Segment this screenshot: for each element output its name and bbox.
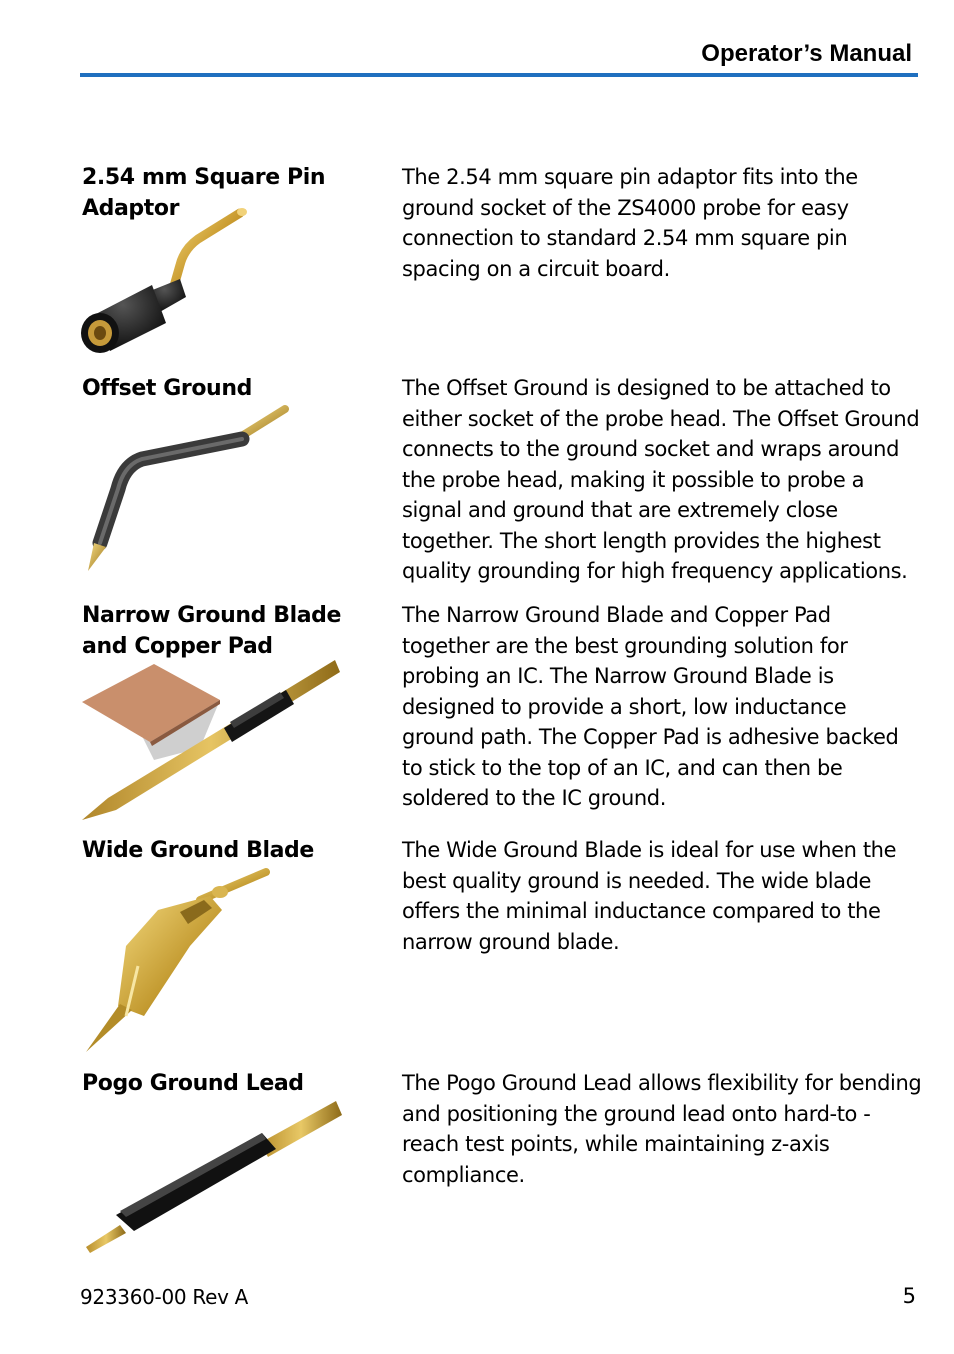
section-description: The Offset Ground is designed to be attached to either socket of the probe head. The Offset Ground connects to the ground socket and wraps around the probe head, making it possible to probe a signal and ground that are extremely close together. The short length provides the highest quality grounding for high frequency applications. <box>402 376 920 583</box>
header-title: Operator’s Manual <box>701 40 912 67</box>
offset-ground-image <box>80 403 300 575</box>
footer-doc-number: 923360-00 Rev A <box>80 1285 249 1309</box>
pogo-ground-lead-image <box>80 1097 344 1255</box>
square-pin-adaptor-image <box>80 205 260 357</box>
section-title: Offset Ground <box>82 376 252 401</box>
section-title: Narrow Ground Blade and Copper Pad <box>82 603 342 659</box>
footer-page-number: 5 <box>902 1284 916 1308</box>
section-title: 2.54 mm Square Pin Adaptor <box>82 165 326 221</box>
header-divider <box>80 73 918 77</box>
section-description: The Narrow Ground Blade and Copper Pad together are the best grounding solution for probing an IC. The Narrow Ground Blade is designed to provide a short, low inductance ground path. The Copper Pad is adhesive backed to stick to the top of an IC, and can then be soldered to the IC ground. <box>402 603 899 810</box>
section-title: Pogo Ground Lead <box>82 1071 304 1096</box>
section-description: The Pogo Ground Lead allows flexibility for bending and positioning the ground lead onto hard-to -reach test points, while maintaining z-axis compliance. <box>402 1071 922 1187</box>
section-description: The Wide Ground Blade is ideal for use when the best quality ground is needed. The wide blade offers the minimal inductance compared to the narrow ground blade. <box>402 838 897 954</box>
section-description: The 2.54 mm square pin adaptor fits into the ground socket of the ZS4000 probe for easy connection to standard 2.54 mm square pin spacing on a circuit board. <box>402 165 858 281</box>
section-title: Wide Ground Blade <box>82 838 314 863</box>
wide-ground-blade-image <box>80 866 280 1056</box>
narrow-ground-blade-image <box>80 660 344 825</box>
